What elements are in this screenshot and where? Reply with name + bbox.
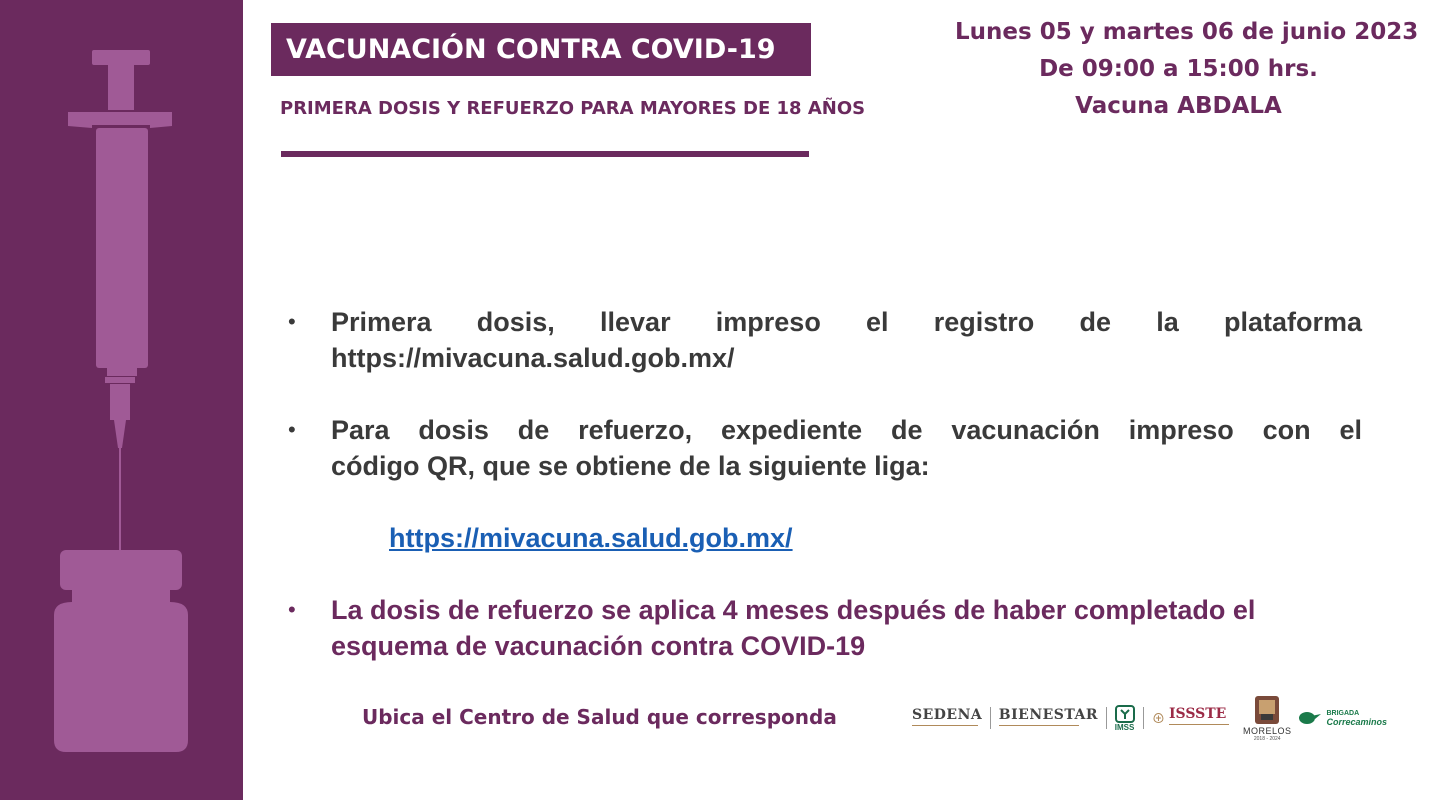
brigada-icon [1297,708,1323,728]
mivacuna-link[interactable]: https://mivacuna.salud.gob.mx/ [389,523,793,553]
sidebar-panel [0,0,243,800]
page-subtitle: PRIMERA DOSIS Y REFUERZO PARA MAYORES DE 18 AÑOS [280,98,866,119]
issste-name: ISSSTE [1168,705,1227,722]
booster-text-line1: Para dosis de refuerzo, expediente de vacunación impreso con el [331,415,1362,445]
first-dose-text-line1: Primera dosis, llevar impreso el registro de la plataforma [331,307,1362,337]
list-item-first-dose [288,304,1362,376]
imss-icon [1115,705,1135,723]
imss-logo [1115,705,1135,732]
page-title: VACUNACIÓN CONTRA COVID-19 [271,23,811,76]
brigada-logo [1297,708,1387,728]
bienestar-name: BIENESTAR [998,706,1099,723]
requirements-list [288,304,1362,664]
morelos-emblem-icon [1253,694,1281,726]
sedena-logo [912,707,982,730]
title-divider [281,151,809,157]
event-date: Lunes 05 y martes 06 de junio 2023 [955,19,1419,45]
bienestar-logo [999,707,1098,730]
booster-timing-line1: La dosis de refuerzo se aplica 4 meses después de haber completado el [331,595,1256,625]
bullet-marker: • [288,309,296,334]
booster-timing-line2: esquema de vacunación contra COVID-19 [331,631,866,661]
morelos-name: MORELOS [1242,726,1292,736]
event-vaccine: Vacuna ABDALA [1075,93,1282,119]
list-item-booster-timing [288,592,1362,664]
issste-logo [1169,706,1229,731]
event-time: De 09:00 a 15:00 hrs. [1039,56,1318,82]
morelos-logo [1243,694,1292,742]
logo-separator [990,707,991,729]
brigada-name: BRIGADA [1326,709,1360,717]
syringe-icon [68,50,172,552]
booster-text-line2: código QR, que se obtiene de la siguiente liga: [331,451,930,481]
sedena-name: SEDENA [912,706,983,723]
event-info [955,14,1419,125]
logo-separator [1106,707,1107,729]
bullet-marker: • [288,417,296,442]
morelos-years: 2018 - 2024 [1253,736,1281,742]
correcaminos-name: Correcaminos [1326,716,1388,727]
institution-logos [912,690,1387,746]
issste-icon [1151,706,1166,730]
vial-icon [54,550,188,752]
bullet-marker: • [288,597,296,622]
list-item-booster [288,412,1362,484]
syringe-vial-illustration [0,0,243,800]
first-dose-text-line2: https://mivacuna.salud.gob.mx/ [331,343,735,373]
logo-separator [1143,707,1144,729]
health-center-note: Ubica el Centro de Salud que corresponda [362,705,837,729]
imss-name: IMSS [1114,722,1135,732]
